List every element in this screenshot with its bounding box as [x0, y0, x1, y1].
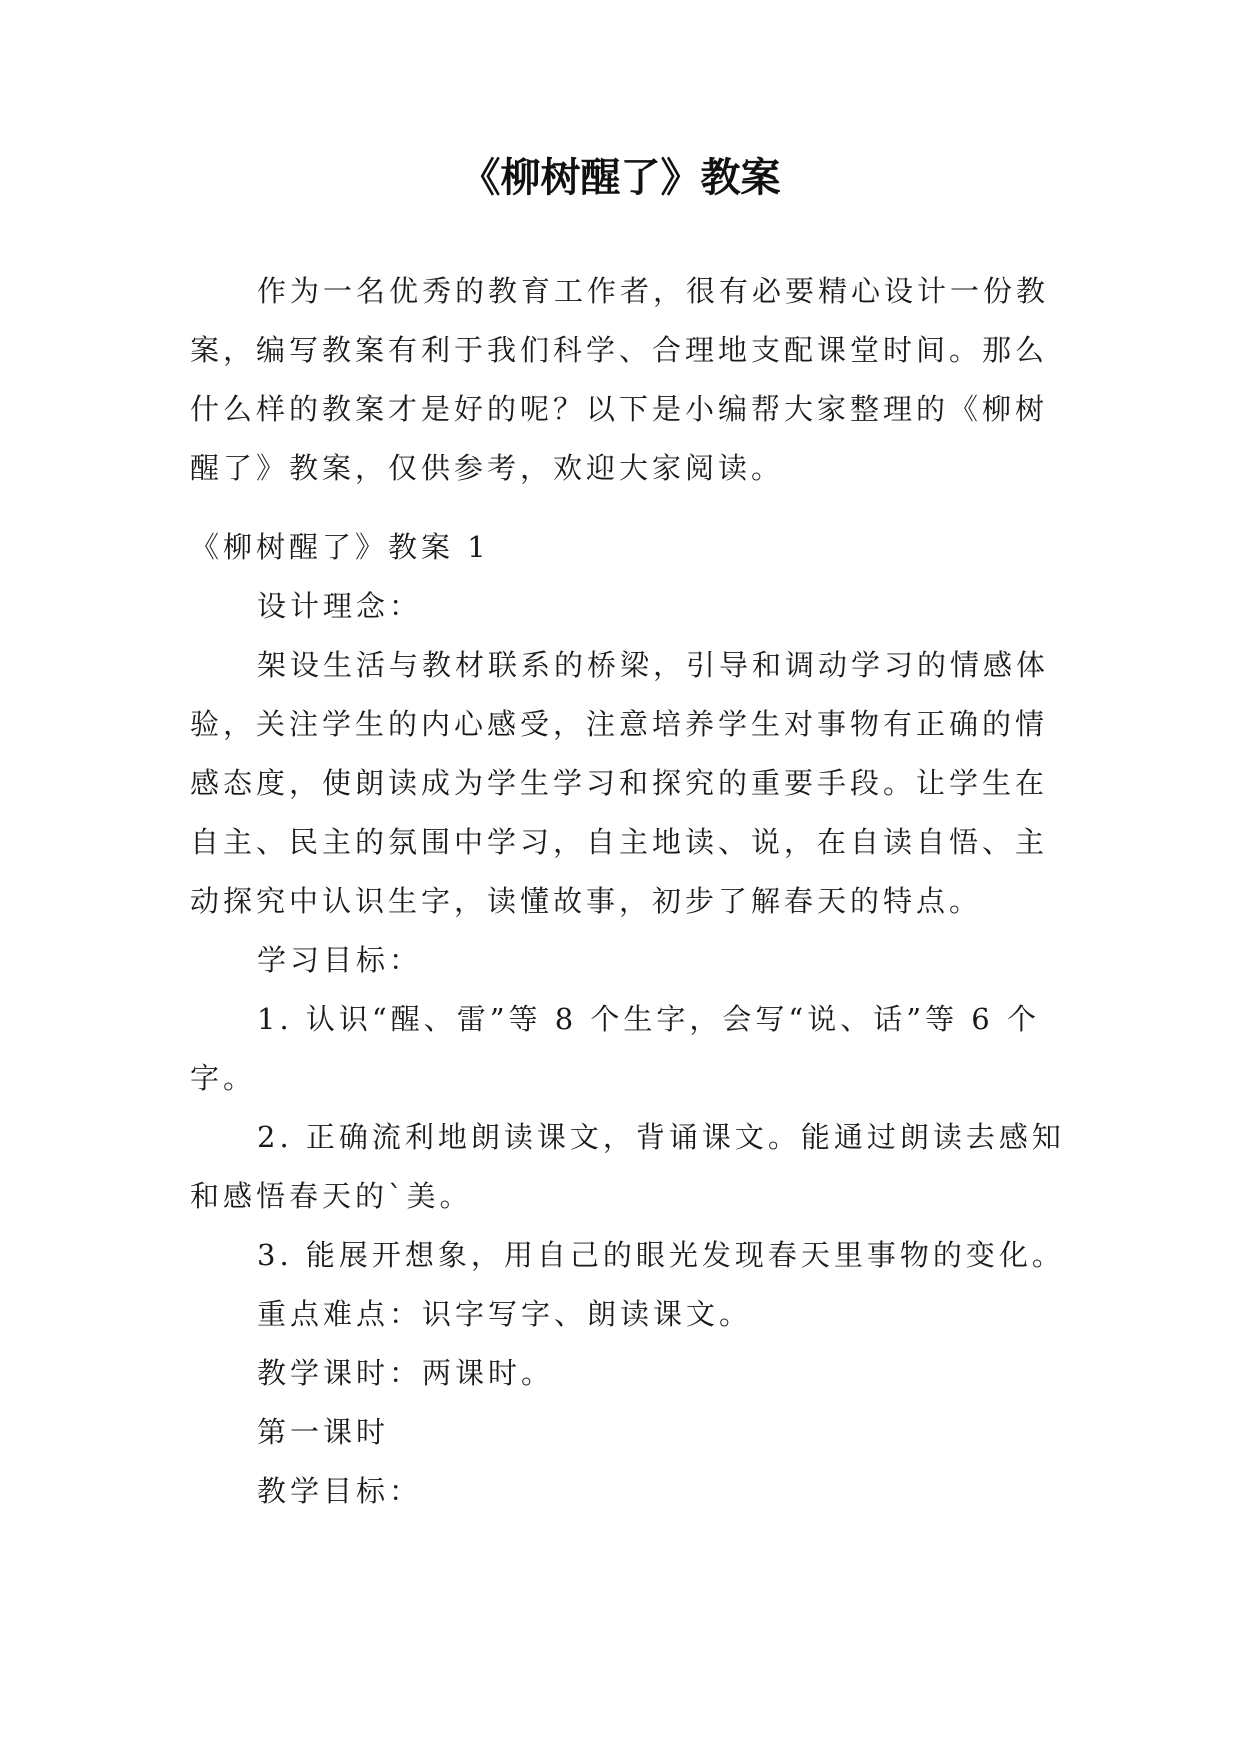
design-concept-line: 动探究中认识生字，读懂故事，初步了解春天的特点。 [190, 884, 983, 918]
section-heading-text: 《柳树醒了》教案 1 [190, 530, 490, 564]
key-points-line: 重点难点：识字写字、朗读课文。 [257, 1297, 753, 1331]
learning-goals-label-text: 学习目标： [257, 943, 423, 977]
intro-line: 醒了》教案，仅供参考，欢迎大家阅读。 [190, 451, 785, 485]
goal-1-line: 1. 认识“醒、雷”等 8 个生字，会写“说、话”等 6 个 [257, 1002, 1040, 1036]
learning-goals-label [190, 931, 1050, 990]
design-concept-label [190, 577, 1050, 636]
goal-1 [190, 990, 1050, 1108]
document-title: 《柳树醒了》教案 [460, 155, 781, 201]
goal-3-line: 3. 能展开想象，用自己的眼光发现春天里事物的变化。 [257, 1238, 1065, 1272]
class-hours [190, 1344, 1050, 1403]
design-concept-paragraph [190, 636, 1050, 931]
goal-2-line: 和感悟春天的`美。 [190, 1179, 473, 1213]
key-points [190, 1285, 1050, 1344]
first-lesson [190, 1403, 1050, 1462]
design-concept-line: 感态度，使朗读成为学生学习和探究的重要手段。让学生在 [190, 766, 1049, 800]
intro-line: 作为一名优秀的教育工作者，很有必要精心设计一份教 [257, 274, 1050, 308]
intro-line: 案，编写教案有利于我们科学、合理地支配课堂时间。那么 [190, 333, 1049, 367]
design-concept-label-text: 设计理念： [257, 589, 423, 623]
teaching-goals-label [190, 1462, 1050, 1521]
goal-3 [190, 1226, 1065, 1285]
goal-2-line: 2. 正确流利地朗读课文，背诵课文。能通过朗读去感知 [257, 1120, 1065, 1154]
section-heading [190, 518, 1050, 577]
class-hours-line: 教学课时：两课时。 [257, 1356, 555, 1390]
design-concept-line: 自主、民主的氛围中学习，自主地读、说，在自读自悟、主 [190, 825, 1049, 859]
first-lesson-line: 第一课时 [257, 1415, 390, 1449]
design-concept-line: 架设生活与教材联系的桥梁，引导和调动学习的情感体 [257, 648, 1050, 682]
goal-1-line: 字。 [190, 1061, 257, 1095]
intro-line: 什么样的教案才是好的呢？以下是小编帮大家整理的《柳树 [190, 392, 1049, 426]
teaching-goals-label-text: 教学目标： [257, 1474, 423, 1508]
goal-2 [190, 1108, 1065, 1226]
intro-paragraph [190, 262, 1050, 498]
design-concept-line: 验，关注学生的内心感受，注意培养学生对事物有正确的情 [190, 707, 1049, 741]
